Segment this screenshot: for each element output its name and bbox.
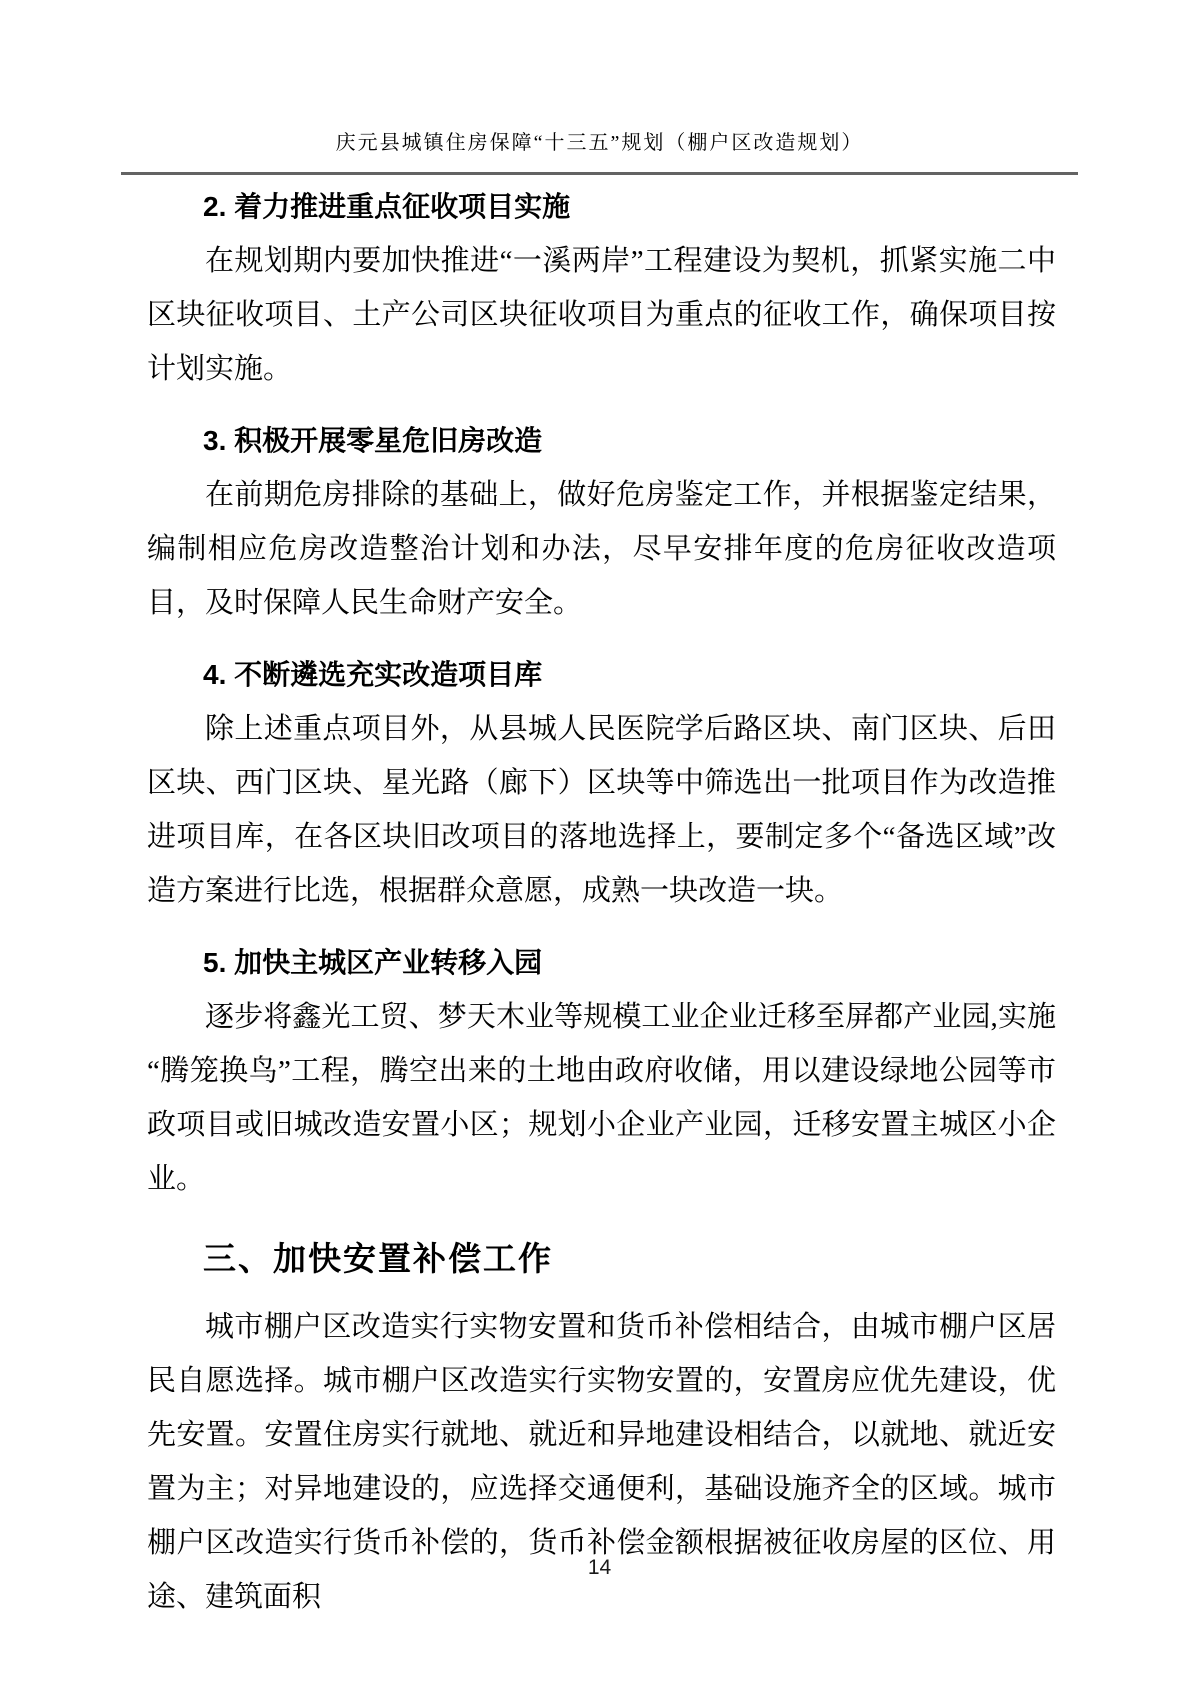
page-number: 14 bbox=[587, 1556, 612, 1579]
document-body bbox=[147, 180, 1056, 1624]
body-paragraph-5: 城市棚户区改造实行实物安置和货币补偿相结合，由城市棚户区居民自愿选择。城市棚户区改造实行实物安置的，安置房应优先建设，优先安置。安置住房实行就地、就近和异地建设相结合，以就地、就近安置为主；对异地建设的，应选择交通便利，基础设施齐全的区域。城市棚户区改造实行货币补偿的，货币补偿金额根据被征收房屋的区位、用途、建筑面积 bbox=[147, 1311, 1056, 1613]
header-rule bbox=[121, 172, 1078, 175]
section-heading-3: 3. 积极开展零星危旧房改造 bbox=[203, 425, 543, 456]
body-paragraph-3: 除上述重点项目外，从县城人民医院学后路区块、南门区块、后田区块、西门区块、星光路（廊下）区块等中筛选出一批项目作为改造推进项目库，在各区块旧改项目的落地选择上，要制定多个“备选区域”改造方案进行比选，根据群众意愿，成熟一块改造一块。 bbox=[147, 713, 1056, 907]
chapter-heading-three: 三、加快安置补偿工作 bbox=[203, 1240, 553, 1277]
body-paragraph-4: 逐步将鑫光工贸、梦天木业等规模工业企业迁移至屏都产业园,实施“腾笼换鸟”工程，腾空出来的土地由政府收储，用以建设绿地公园等市政项目或旧城改造安置小区；规划小企业产业园，迁移安置主城区小企业。 bbox=[147, 1001, 1056, 1195]
body-paragraph-1: 在规划期内要加快推进“一溪两岸”工程建设为契机，抓紧实施二中区块征收项目、土产公司区块征收项目为重点的征收工作，确保项目按计划实施。 bbox=[147, 245, 1056, 385]
section-heading-4: 4. 不断遴选充实改造项目库 bbox=[203, 659, 543, 690]
body-paragraph-2: 在前期危房排除的基础上，做好危房鉴定工作，并根据鉴定结果，编制相应危房改造整治计划和办法，尽早安排年度的危房征收改造项目，及时保障人民生命财产安全。 bbox=[147, 479, 1056, 619]
page-header-title: 庆元县城镇住房保障“十三五”规划（棚户区改造规划） bbox=[335, 132, 864, 154]
section-heading-5: 5. 加快主城区产业转移入园 bbox=[203, 947, 543, 978]
section-heading-2: 2. 着力推进重点征收项目实施 bbox=[203, 191, 571, 222]
